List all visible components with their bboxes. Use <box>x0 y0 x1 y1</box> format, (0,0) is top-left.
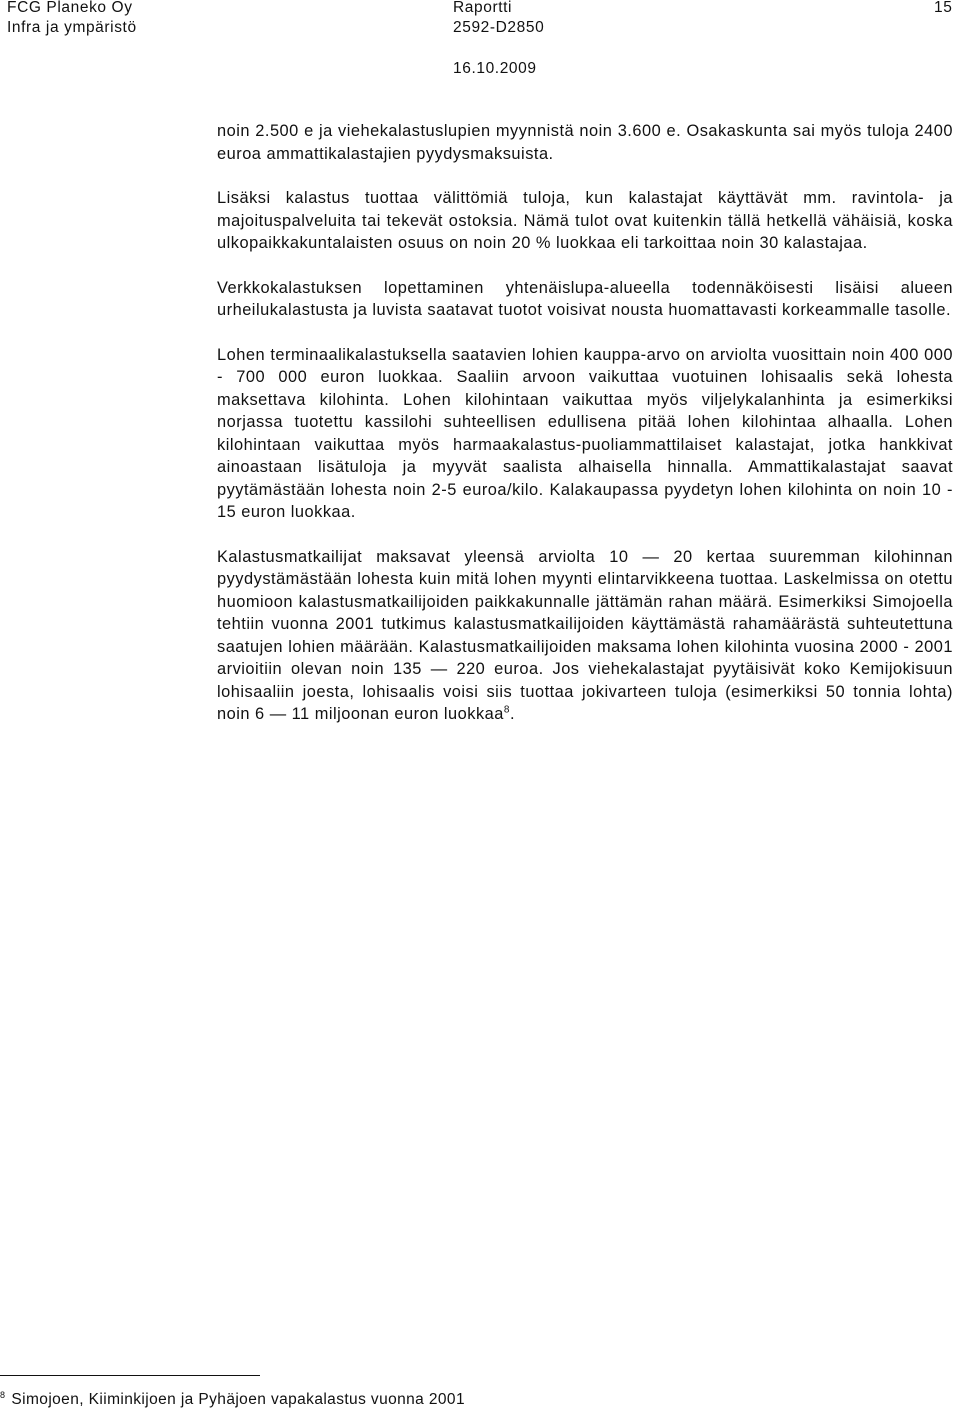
footnote-divider <box>0 1375 260 1376</box>
footnote-text: Simojoen, Kiiminkijoen ja Pyhäjoen vapakalastus vuonna 2001 <box>11 1391 465 1408</box>
footnote-reference[interactable]: 8 <box>503 704 510 716</box>
paragraph: noin 2.500 e ja viehekalastuslupien myynnistä noin 3.600 e. Osakaskunta sai myös tuloja 2400 euroa ammattikalastajien pyydysmaksuista. <box>217 122 953 163</box>
footnote-number: 8 <box>0 1389 6 1400</box>
department-name: Infra ja ympäristö <box>7 19 137 36</box>
paragraph-text: Kalastusmatkailijat maksavat yleensä arviolta 10 — 20 kertaa suuremman kilohinnan pyydystämästään lohesta kuin mitä lohen myynti elintarvikkeena tuottaa. Laskelmissa on otettu huomioon kalastusmatkailijoiden paikkakunnalle jättämän rahan määrä. Esimerkiksi Simojoella tehtiin vuonna 2001 tutkimus kalastusmatkailijoiden käyttämästä rahamäärästä suhteutettuna saatujen lohien määrään. Kalastusmatkailijoiden maksama lohen kilohinta vuosina 2000 - 2001 arvioitiin olevan noin 135 — 220 euroa. Jos viehekalastajat pyytäisivät koko Kemijokisuun lohisaaliin joesta, lohisaalis voisi siis tuottaa jokivarteen tuloja (esimerkiksi 50 tonnia lohta) noin 6 — 11 miljoonan euron luokkaa <box>217 547 953 723</box>
document-number: 2592-D2850 <box>453 19 545 36</box>
body-text <box>217 120 953 726</box>
paragraph: Verkkokalastuksen lopettaminen yhtenäislupa-alueella todennäköisesti lisäisi alueen urheilukalastusta ja luvista saatavat tuotot voisivat nousta huomattavasti korkeammalle tasolle. <box>217 278 953 319</box>
document-type: Raportti <box>453 0 513 16</box>
document-date: 16.10.2009 <box>453 60 537 77</box>
paragraph: Lisäksi kalastus tuottaa välittömiä tuloja, kun kalastajat käyttävät mm. ravintola- ja majoituspalveluita tai tekevät ostoksia. Nämä tulot ovat kuitenkin tällä hetkellä vähäisiä, koska ulkopaikkakuntalaisten osuus on noin 20 % luokkaa eli tarkoittaa noin 30 kalastajaa. <box>217 189 953 252</box>
paragraph <box>217 546 953 726</box>
footnote <box>0 1390 465 1410</box>
company-name: FCG Planeko Oy <box>7 0 133 16</box>
paragraph-end-period: . <box>509 705 516 723</box>
page-number: 15 <box>934 0 953 16</box>
paragraph: Lohen terminaalikalastuksella saatavien lohien kauppa-arvo on arviolta vuosittain noin 400 000 - 700 000 euron luokkaa. Saaliin arvoon vaikuttaa vuotuinen lohisaalis sekä lohesta maksettava kilohinta. Lohen kilohintaan vaikuttaa myös viljelykalanhinta ja esimerkiksi norjassa tuotettu kassilohi suhteellisen edullisena pitää lohen kilohintaa alhaalla. Lohen kilohintaan vaikuttaa myös harmaakalastus-puoliammattilaiset kalastajat, jotka hankkivat ainoastaan lisätuloja ja myyvät saalista alhaisella hinnalla. Ammattikalastajat saavat pyytämästään lohesta noin 2-5 euroa/kilo. Kalakaupassa pyydetyn lohen kilohinta on noin 10 - 15 euron luokkaa. <box>217 345 953 521</box>
